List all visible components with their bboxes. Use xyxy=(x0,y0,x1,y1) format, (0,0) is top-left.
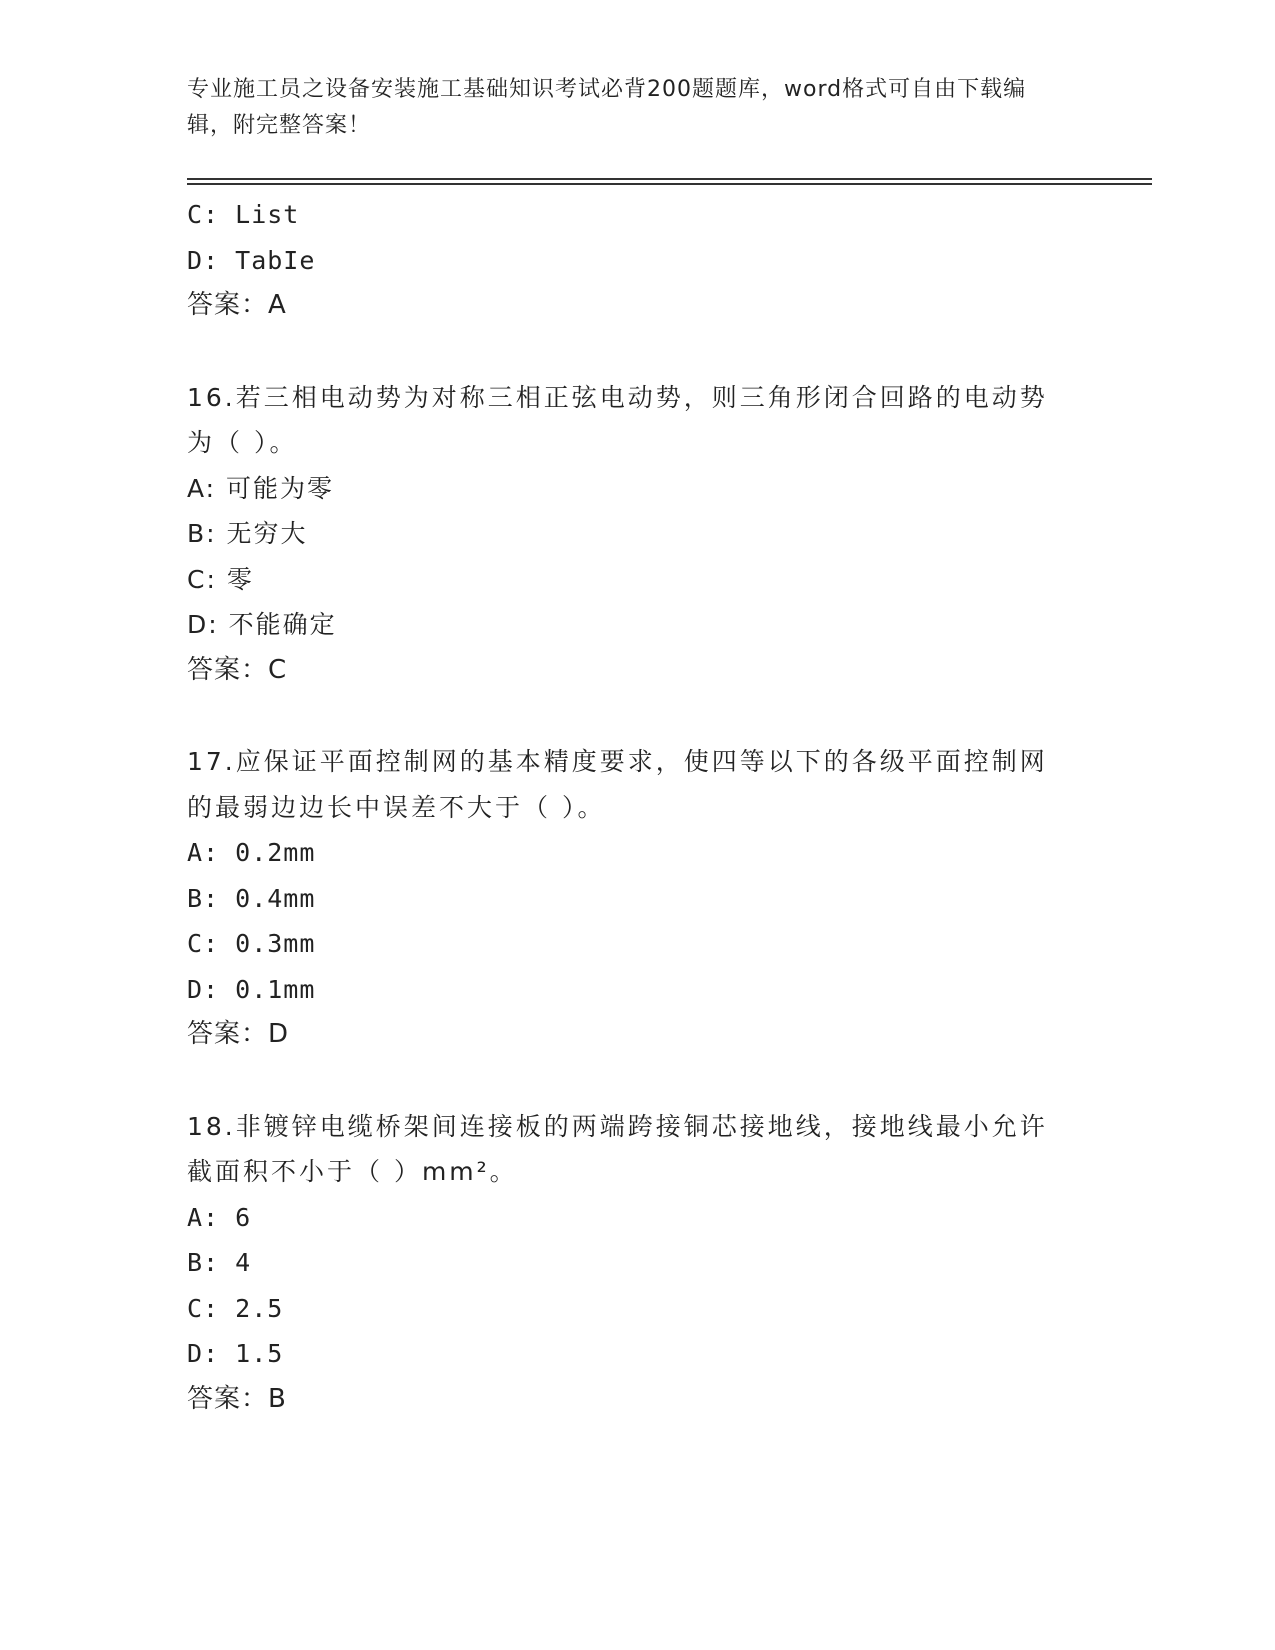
question-16 xyxy=(187,375,1087,694)
answer-value: B xyxy=(268,1383,287,1414)
question-stem: 18.非镀锌电缆桥架间连接板的两端跨接铜芯接地线，接地线最小允许截面积不小于（ ）mm²。 xyxy=(187,1111,1048,1186)
option-b: B: 无穷大 xyxy=(187,519,308,548)
option-d: D: TabIe xyxy=(187,245,316,275)
option-d: D: 0.1mm xyxy=(187,974,316,1004)
option-b: B: 0.4mm xyxy=(187,883,316,913)
answer-line xyxy=(187,1012,1087,1058)
answer-value: A xyxy=(268,290,287,320)
answer-label: 答案： xyxy=(187,1019,269,1049)
option-d: D: 1.5 xyxy=(187,1339,284,1368)
answer-line xyxy=(187,648,1087,694)
answer-line xyxy=(187,1377,1087,1423)
answer-label: 答案： xyxy=(187,654,269,685)
answer-line xyxy=(187,283,1087,329)
option-c: C: List xyxy=(187,200,300,229)
question-stem: 17.应保证平面控制网的基本精度要求，使四等以下的各级平面控制网的最弱边边长中误差不大于（ ）。 xyxy=(187,747,1048,822)
option-a: A: 6 xyxy=(187,1202,252,1232)
answer-value: D xyxy=(268,1019,290,1049)
option-a: A: 0.2mm xyxy=(187,838,316,867)
question-17 xyxy=(187,739,1087,1058)
question-18 xyxy=(187,1104,1087,1423)
document-header xyxy=(187,72,1067,144)
question-list xyxy=(187,192,1087,1422)
answer-label: 答案： xyxy=(187,1383,269,1414)
answer-label: 答案： xyxy=(187,290,269,320)
option-c: C: 2.5 xyxy=(187,1293,284,1323)
option-b: B: 4 xyxy=(187,1248,252,1277)
option-d: D: 不能确定 xyxy=(187,610,337,639)
option-c: C: 0.3mm xyxy=(187,929,316,958)
option-a: A: 可能为零 xyxy=(187,473,335,503)
header-text: 专业施工员之设备安装施工基础知识考试必背200题题库，word格式可自由下载编辑，附完整答案！ xyxy=(187,77,1027,138)
question-15-continued xyxy=(187,192,1087,329)
answer-value: C xyxy=(268,654,288,685)
option-c: C: 零 xyxy=(187,564,254,594)
header-divider-top xyxy=(187,178,1152,180)
question-stem: 16.若三相电动势为对称三相正弦电动势，则三角形闭合回路的电动势为（ ）。 xyxy=(187,382,1048,457)
header-divider-bottom xyxy=(187,183,1152,185)
